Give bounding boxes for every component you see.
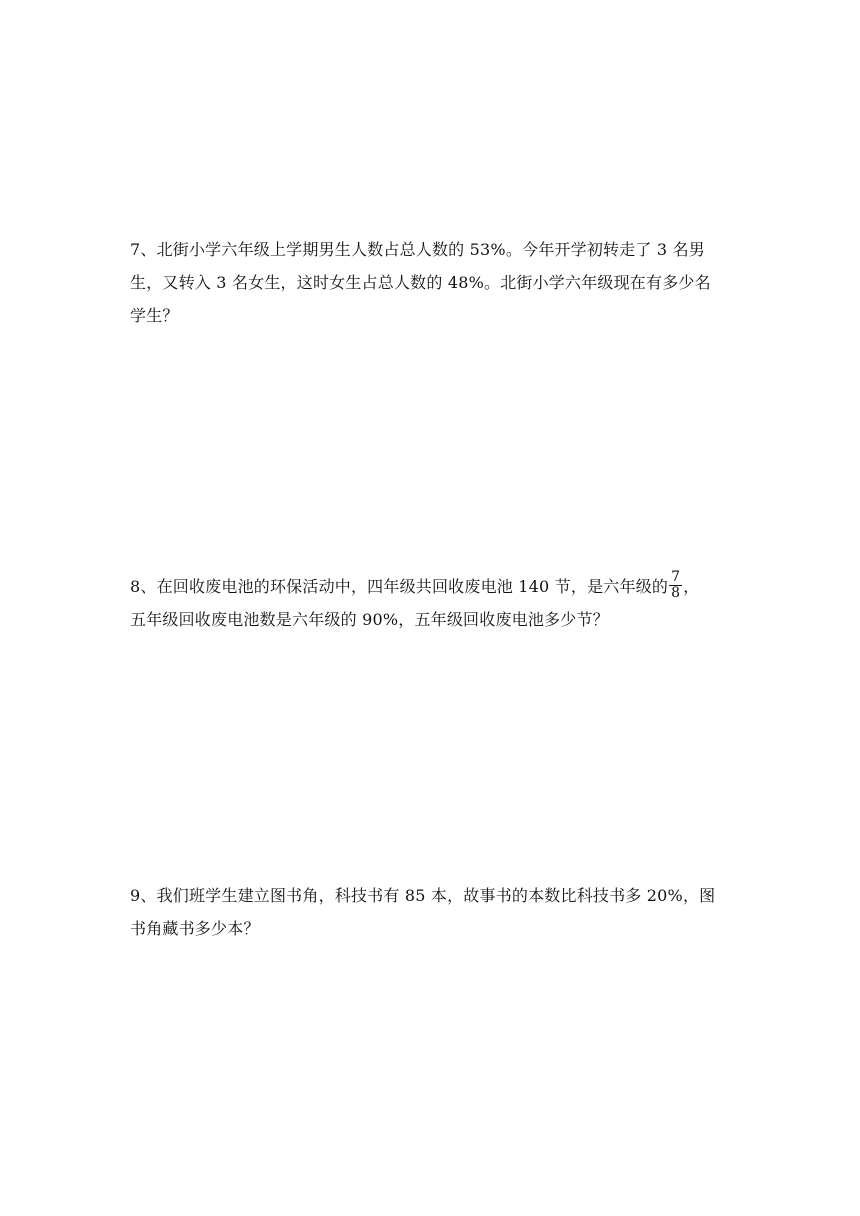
problem-9-line-2: 书角藏书多少本？: [130, 919, 260, 938]
fraction-denominator: 8: [671, 585, 681, 601]
problem-8-line-1: [130, 570, 735, 603]
problem-7-line-3: 学生？: [130, 306, 179, 325]
problem-8-line-2: 五年级回收废电池数是六年级的 90%，五年级回收废电池多少节？: [130, 610, 609, 629]
problem-7-line-1: 7、北街小学六年级上学期男生人数占总人数的 53%。今年开学初转走了 3 名男: [130, 240, 705, 259]
fraction-numerator: 7: [671, 569, 681, 585]
problem-8-text-after-fraction: ，: [683, 577, 700, 596]
problem-7-line-2: 生，又转入 3 名女生，这时女生占总人数的 48%。北街小学六年级现在有多少名: [130, 273, 711, 292]
problem-8: [130, 570, 735, 636]
problem-9-line-1: 9、我们班学生建立图书角，科技书有 85 本，故事书的本数比科技书多 20%，图: [130, 886, 716, 905]
fraction-seven-eighths: [669, 570, 682, 601]
problem-8-text-before-fraction: 8、在回收废电池的环保活动中，四年级共回收废电池 140 节，是六年级的: [130, 577, 669, 596]
problem-9: [130, 879, 735, 945]
problem-7: [130, 233, 735, 332]
